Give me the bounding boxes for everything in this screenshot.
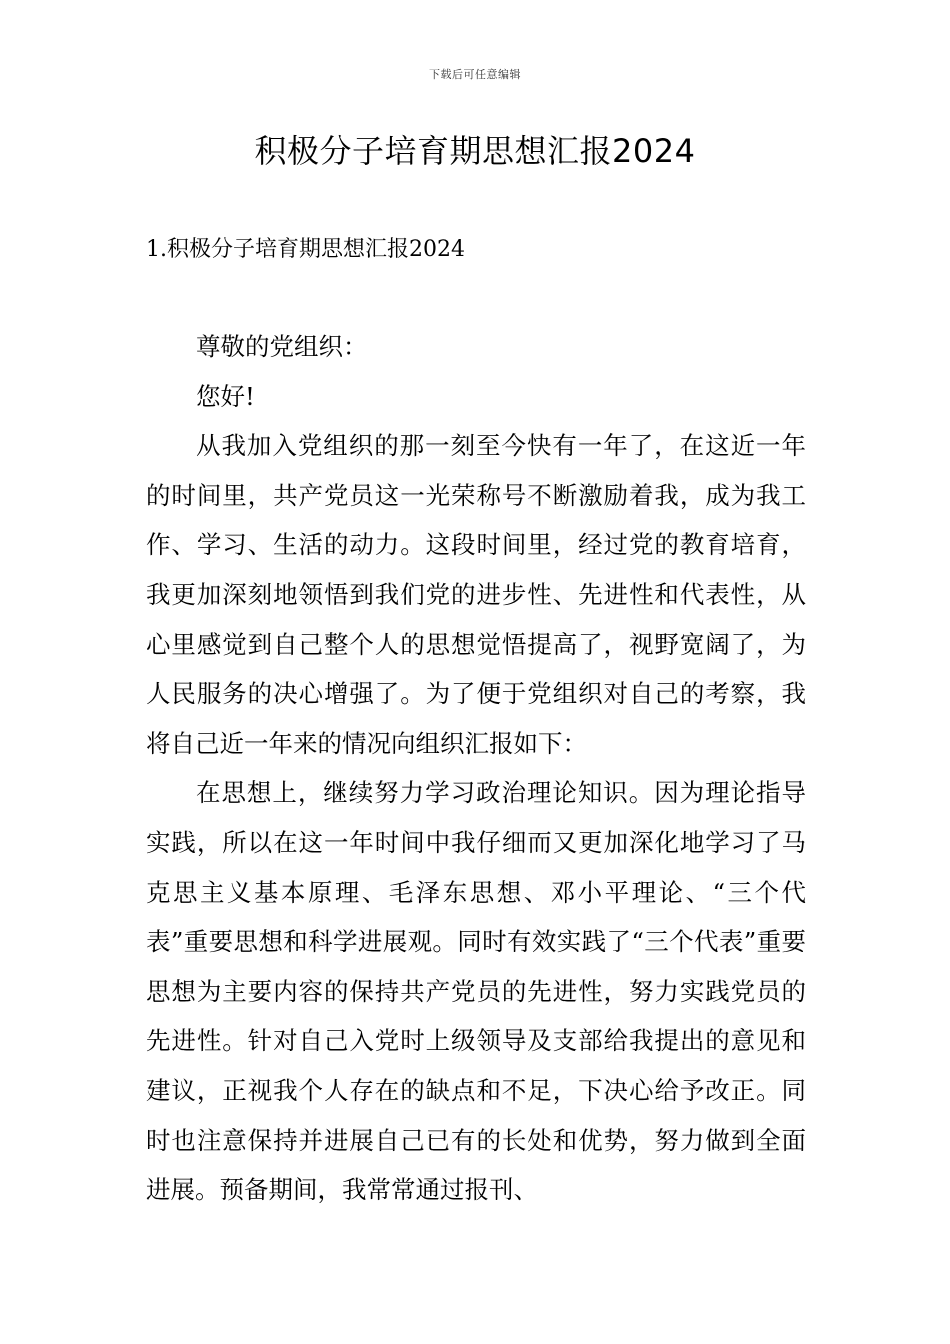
document-title: 积极分子培育期思想汇报2024 xyxy=(254,132,696,170)
header-note: 下载后可任意编辑 xyxy=(429,68,521,81)
salutation: 尊敬的党组织： xyxy=(196,332,368,361)
section-heading: 1.积极分子培育期思想汇报2024 xyxy=(146,237,465,262)
document-body xyxy=(146,322,806,1215)
body-paragraph-1: 从我加入党组织的那一刻至今快有一年了，在这近一年的时间里，共产党员这一光荣称号不断激励着我，成为我工作、学习、生活的动力。这段时间里，经过党的教育培育，我更加深刻地领悟到我们党的进步性、先进性和代表性，从心里感觉到自己整个人的思想觉悟提高了，视野宽阔了，为人民服务的决心增强了。为了便于党组织对自己的考察，我将自己近一年来的情况向组织汇报如下： xyxy=(146,431,806,758)
body-paragraph-2: 在思想上，继续努力学习政治理论知识。因为理论指导实践，所以在这一年时间中我仔细而又更加深化地学习了马克思主义基本原理、毛泽东思想、邓小平理论、“三个代表”重要思想和科学进展观。同时有效实践了“三个代表”重要思想为主要内容的保持共产党员的先进性，努力实践党员的先进性。针对自己入党时上级领导及支部给我提出的意见和建议，正视我个人存在的缺点和不足，下决心给予改正。同时也注意保持并进展自己已有的长处和优势，努力做到全面进展。预备期间，我常常通过报刊、 xyxy=(146,778,806,1205)
greeting: 您好! xyxy=(196,381,255,411)
